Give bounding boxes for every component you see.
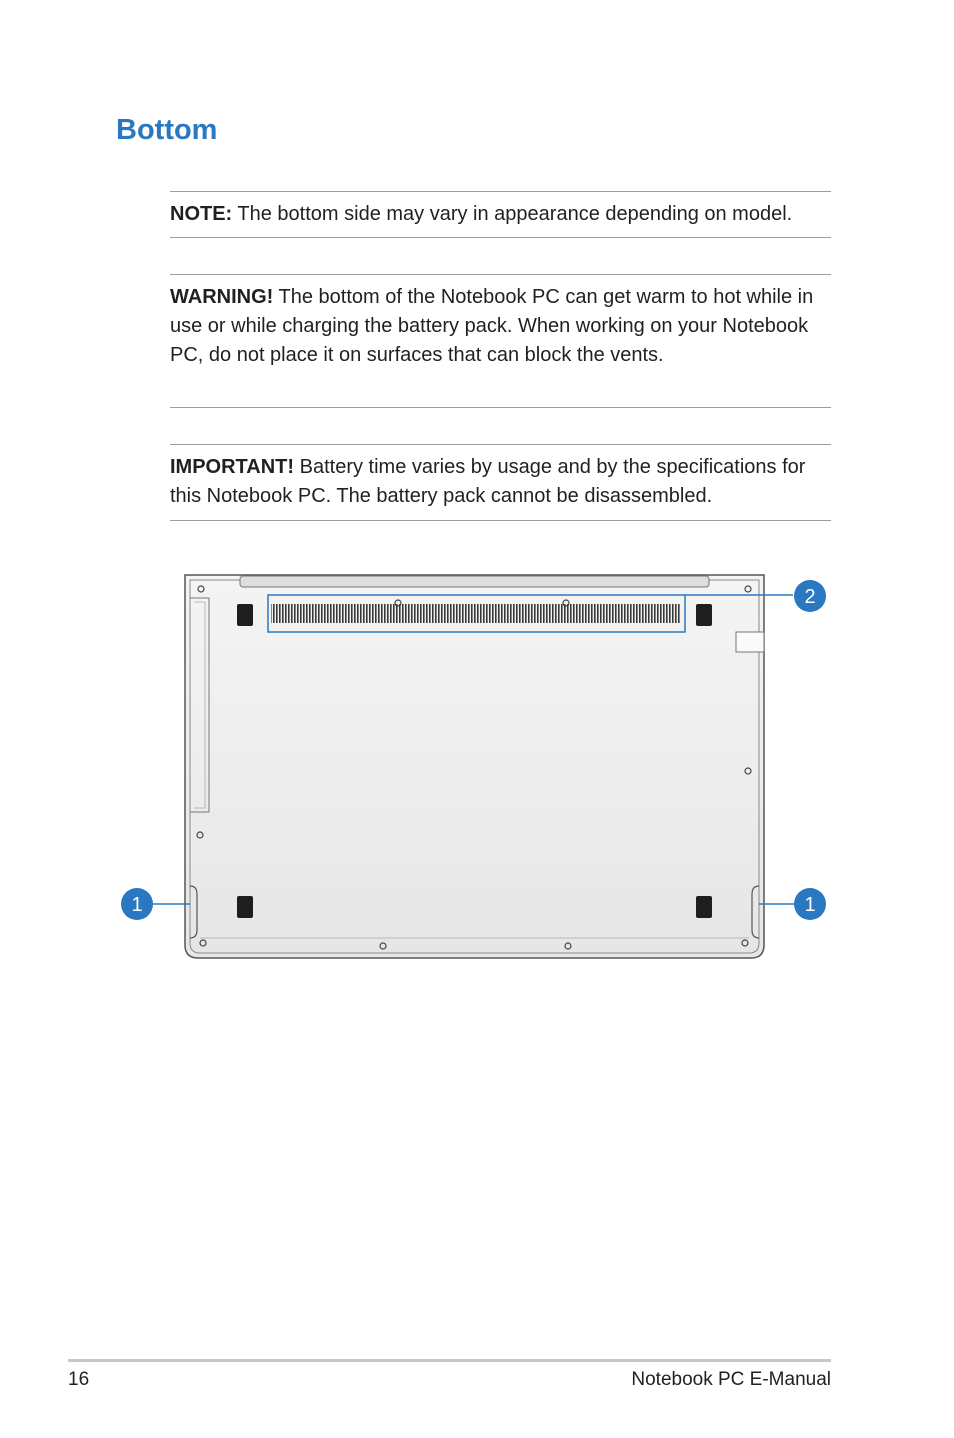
notebook-bottom-diagram	[0, 560, 954, 970]
note-text: The bottom side may vary in appearance depending on model.	[232, 203, 793, 225]
important-box	[170, 444, 831, 521]
callout-speaker-right	[794, 888, 826, 920]
note-label: NOTE:	[170, 203, 233, 225]
important-label: IMPORTANT!	[170, 456, 295, 478]
document-name: Notebook PC E-Manual	[631, 1369, 831, 1390]
section-title: Bottom	[116, 114, 218, 146]
callout-number-2: 2	[804, 586, 816, 608]
footer-rule	[68, 1359, 831, 1362]
callout-speaker-left	[121, 888, 153, 920]
callout-number-1-left: 1	[131, 894, 143, 916]
warning-text: The bottom of the Notebook PC can get warm to hot while in use or while charging the battery pack. When working on your Notebook PC, do not place it on surfaces that can block the vents.	[170, 286, 814, 366]
warning-label: WARNING!	[170, 286, 274, 308]
note-box	[170, 191, 831, 238]
warning-box	[170, 274, 831, 408]
callout-air-vents	[794, 580, 826, 612]
callout-number-1-right: 1	[804, 894, 816, 916]
important-text: Battery time varies by usage and by the specifications for this Notebook PC. The battery pack cannot be disassembled.	[170, 456, 806, 507]
page-number: 16	[68, 1369, 90, 1390]
